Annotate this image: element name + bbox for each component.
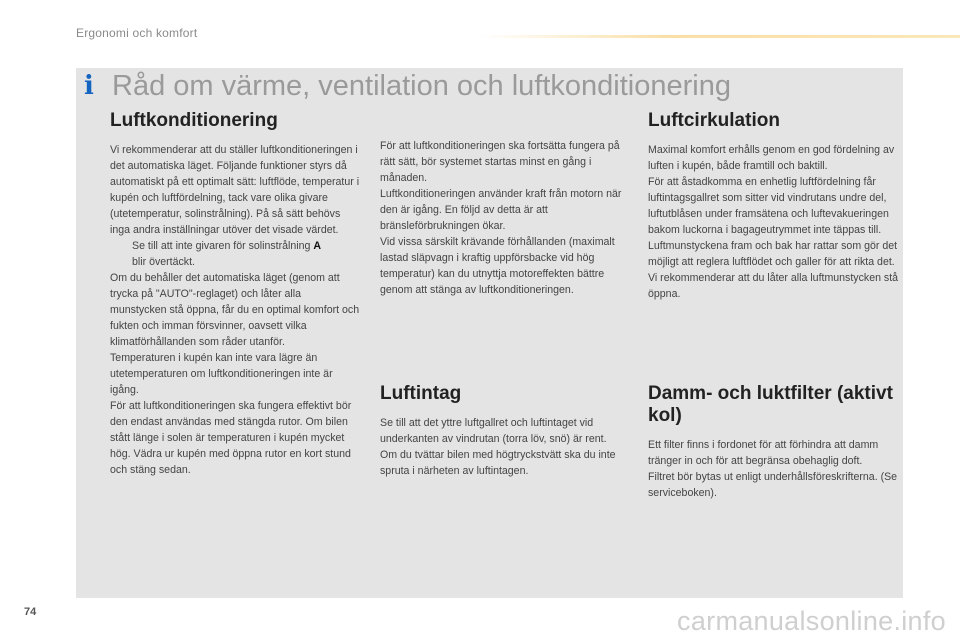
luftintag-heading: Luftintag	[380, 383, 462, 404]
luftintag-paragraph-2: Om du tvättar bilen med högtryckstvätt ska du inte spruta i närheten av luftintagen.	[380, 448, 616, 477]
info-icon: i	[84, 71, 94, 101]
luftintag-paragraph-1: Se till att det yttre luftgallret och luftintaget vid underkanten av vindrutan (torra löv, snö) är rent.	[380, 416, 607, 445]
sensor-bullet-label: A	[313, 239, 322, 252]
bullet-arrow-icon	[110, 238, 132, 270]
damm-paragraph-1: Ett filter finns i fordonet för att förhindra att damm tränger in och för att begränsa obehaglig doft.	[648, 438, 879, 467]
col2-paragraph-1: För att luftkonditioneringen ska fortsätta fungera på rätt sätt, bör systemet startas minst en gång i månaden.	[380, 140, 620, 184]
luftkonditionering-paragraph-1: Vi rekommenderar att du ställer luftkonditioneringen i det automatiska läget. Följande funktioner styrs då automatiskt på ett optimalt sätt: luftflöde, temperatur i kupén och luftfördelning, tack vare olika givare (utetemperatur, solinstrålning). På så sätt behövs inga andra inställningar utöver det visade värdet.	[110, 143, 360, 236]
luftintag-section	[380, 383, 630, 479]
page-title: Råd om värme, ventilation och luftkonditionering	[112, 70, 731, 102]
sensor-bullet	[110, 238, 360, 270]
sensor-bullet-tail: blir övertäckt.	[132, 255, 195, 268]
col2-paragraph-3: Vid vissa särskilt krävande förhållanden (maximalt lastad släpvagn i kraftig uppförsbacke vid hög temperatur) kan du utnyttja motoreffekten bättre genom att stänga av luftkonditioneringen.	[380, 236, 615, 296]
luftkonditionering-heading: Luftkonditionering	[110, 110, 278, 131]
luftcirkulation-paragraph-2: För att åstadkomma en enhetlig luftfördelning får luftintagsgallret som sitter vid vindrutans undre del, luftutblåsen under framsätena och luftevakueringen bakom luckorna i bagageutrymmet inte täppas till. Luftmunstyckena fram och bak har rattar som gör det möjligt att reglera luftflödet och galler för att rikta det. Vi rekommenderar att du låter alla luftmunstycken stå öppna.	[648, 175, 899, 300]
luftkonditionering-paragraph-2: Om du behåller det automatiska läget (genom att trycka på "AUTO"-reglaget) och låter alla munstycken stå öppna, får du en optimal komfort och fukten och imman försvinner, oavsett vilka klimatförhållanden som råder utanför.	[110, 271, 360, 348]
watermark: carmanualsonline.info	[677, 606, 946, 636]
page-number: 74	[24, 606, 37, 618]
luftkonditionering-continued	[380, 138, 630, 298]
section-header: Ergonomi och komfort	[76, 26, 198, 40]
luftkonditionering-paragraph-3: Temperaturen i kupén kan inte vara lägre än utetemperaturen om luftkonditioneringen inte är igång.	[110, 351, 333, 396]
damm-paragraph-2: Filtret bör bytas ut enligt underhållsföreskrifterna. (Se serviceboken).	[648, 470, 898, 499]
sensor-bullet-main: Se till att inte givaren för solinstrålning	[132, 239, 311, 252]
damm-heading: Damm- och luktfilter (aktivt kol)	[648, 383, 893, 426]
luftcirkulation-paragraph-1: Maximal komfort erhålls genom en god fördelning av luften i kupén, både framtill och baktill.	[648, 143, 895, 172]
sensor-bullet-text	[132, 238, 321, 270]
header-accent-line	[480, 35, 960, 38]
col2-paragraph-2: Luftkonditioneringen använder kraft från motorn när den är igång. En följd av detta är att bränsleförbrukningen ökar.	[380, 188, 622, 232]
luftcirkulation-heading: Luftcirkulation	[648, 110, 780, 131]
luftkonditionering-paragraph-4: För att luftkonditioneringen ska fungera effektivt bör den endast användas med stängda rutor. Om bilen stått länge i solen är temperaturen i kupén mycket hög. Vädra ur kupén med öppna rutor en kort stund och stäng sedan.	[110, 399, 352, 476]
damm-section	[648, 383, 900, 501]
luftkonditionering-section	[110, 110, 360, 478]
luftcirkulation-section	[648, 110, 900, 302]
